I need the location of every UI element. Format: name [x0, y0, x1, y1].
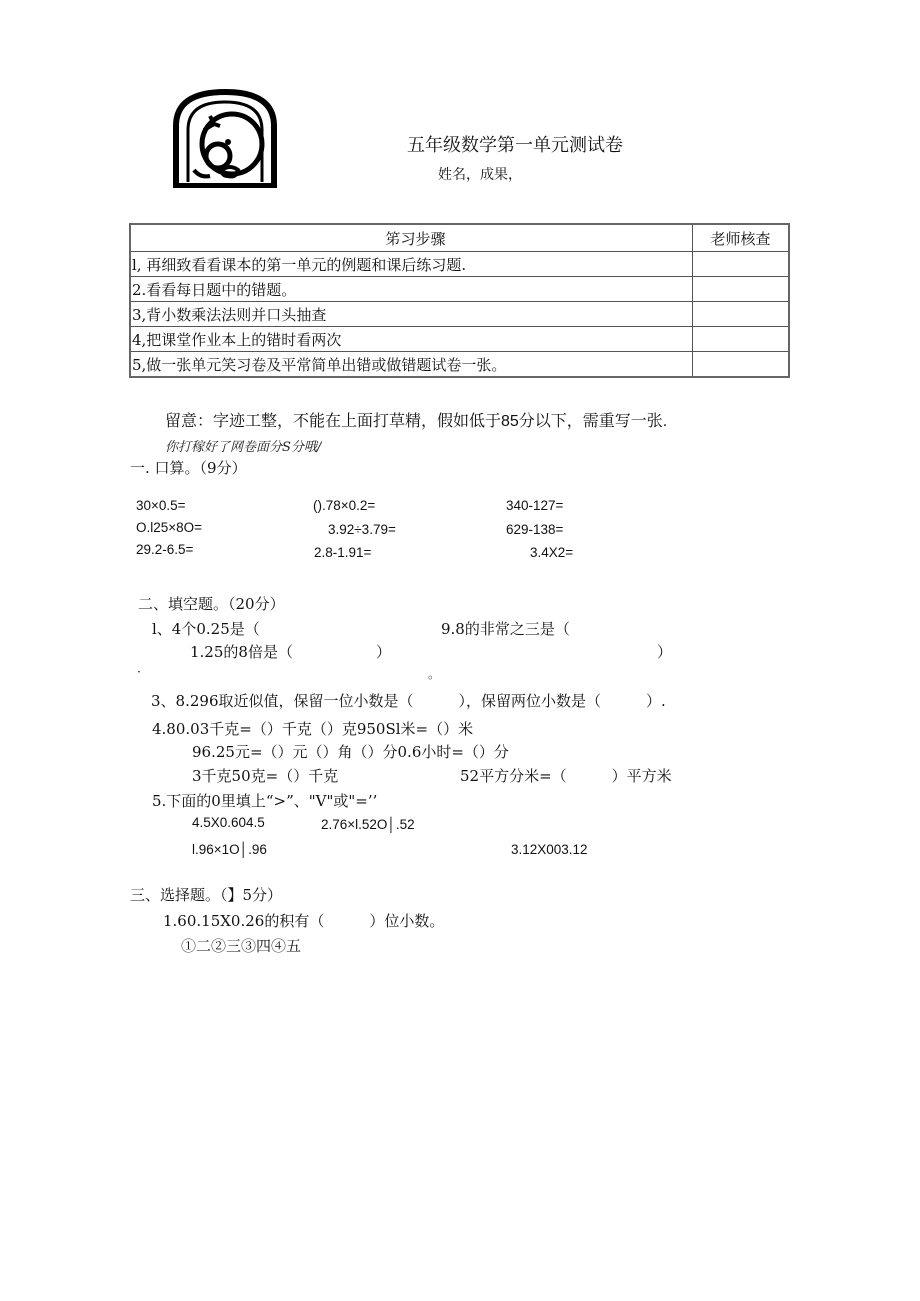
fill-question-4-line3a: 3千克50克=（）千克 [192, 767, 339, 785]
logo [170, 86, 280, 188]
study-steps-table [129, 223, 790, 378]
fill-question-4-line1: 4.80.03千克=（）千克（）克950Sl米=（）米 [152, 720, 474, 738]
choice-options: ①二②三③四④五 [181, 937, 302, 955]
fill-question-1a: l、4个0.25是（ [152, 620, 260, 638]
fill-question-2: 1.25的8倍是（ [190, 643, 293, 661]
table-row [130, 352, 789, 378]
section3-heading: 三、选择题。（】5分） [130, 886, 283, 904]
section1-heading: 一. 口算。（9分） [130, 459, 247, 477]
fill-question-1b-close: ） [657, 643, 673, 661]
calc-problem: O.l25×8O= [136, 520, 203, 535]
column-header-steps: 笫习步骤 [130, 224, 693, 252]
calc-problem: 2.8-1.91= [314, 545, 372, 560]
calc-problem: 29.2-6.5= [136, 542, 194, 557]
compare-item: l.96×1O│.96 [192, 842, 267, 857]
calc-problem: 3.92÷3.79= [328, 522, 396, 537]
table-row [130, 277, 789, 302]
compare-item: 3.12X003.12 [511, 842, 588, 857]
check-cell[interactable] [693, 327, 790, 352]
choice-question-1: 1.60.15X0.26的积有（ ）位小数。 [163, 912, 445, 930]
column-header-teacher-check: 老师核查 [693, 224, 790, 252]
step-cell: l, 再细致看看课本的第一单元的例题和课后练习题. [130, 252, 693, 277]
page-title: 五年级数学第一单元测试卷 [407, 135, 623, 155]
check-cell[interactable] [693, 352, 790, 378]
handwritten-note: 你打稼好了网卷面分S分哦/ [165, 440, 322, 455]
fill-question-4-line2: 96.25元=（）元（）角（）分0.6小时=（）分 [192, 743, 509, 761]
step-cell: 3,背小数乘法法则并口头抽查 [130, 302, 693, 327]
compare-item: 4.5X0.604.5 [192, 815, 265, 830]
child-in-arch-logo-icon [170, 86, 280, 188]
check-cell[interactable] [693, 302, 790, 327]
fill-question-1b: 9.8的非常之三是（ [441, 620, 570, 638]
calc-problem: 3.4X2= [530, 545, 574, 560]
step-cell: 4,把课堂作业本上的错时看两次 [130, 327, 693, 352]
fill-question-2-close: ） [376, 643, 392, 661]
fill-question-4-line3b: 52平方分米=（ ）平方米 [460, 767, 672, 785]
fill-question-3: 3、8.296取近似值，保留一位小数是（ ），保留两位小数是（ ）. [151, 692, 666, 710]
calc-problem: 340-127= [506, 498, 564, 513]
table-header-row [130, 224, 789, 252]
step-cell: 2.看看每日题中的错题。 [130, 277, 693, 302]
stray-period: 。 [428, 667, 441, 681]
table-row [130, 252, 789, 277]
calc-problem: 30×0.5= [136, 498, 186, 513]
fill-question-5: 5.下面的0里填上“>”、"V"或"=’’ [152, 792, 378, 810]
step-cell: 5,做一张单元笑习卷及平常简单出错或做错题试卷一张。 [130, 352, 693, 378]
check-cell[interactable] [693, 252, 790, 277]
calc-problem: ().78×0.2= [313, 498, 376, 513]
name-score-line: 姓名，成果， [438, 166, 522, 182]
stray-dot: · [137, 665, 141, 679]
compare-item: 2.76×l.52O│.52 [321, 817, 415, 832]
section2-heading: 二、填空题。（20分） [138, 595, 285, 613]
calc-problem: 629-138= [506, 522, 564, 537]
table-row [130, 302, 789, 327]
notice-text: 留意：字迹工整，不能在上面打草精，假如低于85分以下，需重写一张. [165, 413, 668, 430]
check-cell[interactable] [693, 277, 790, 302]
table-row [130, 327, 789, 352]
